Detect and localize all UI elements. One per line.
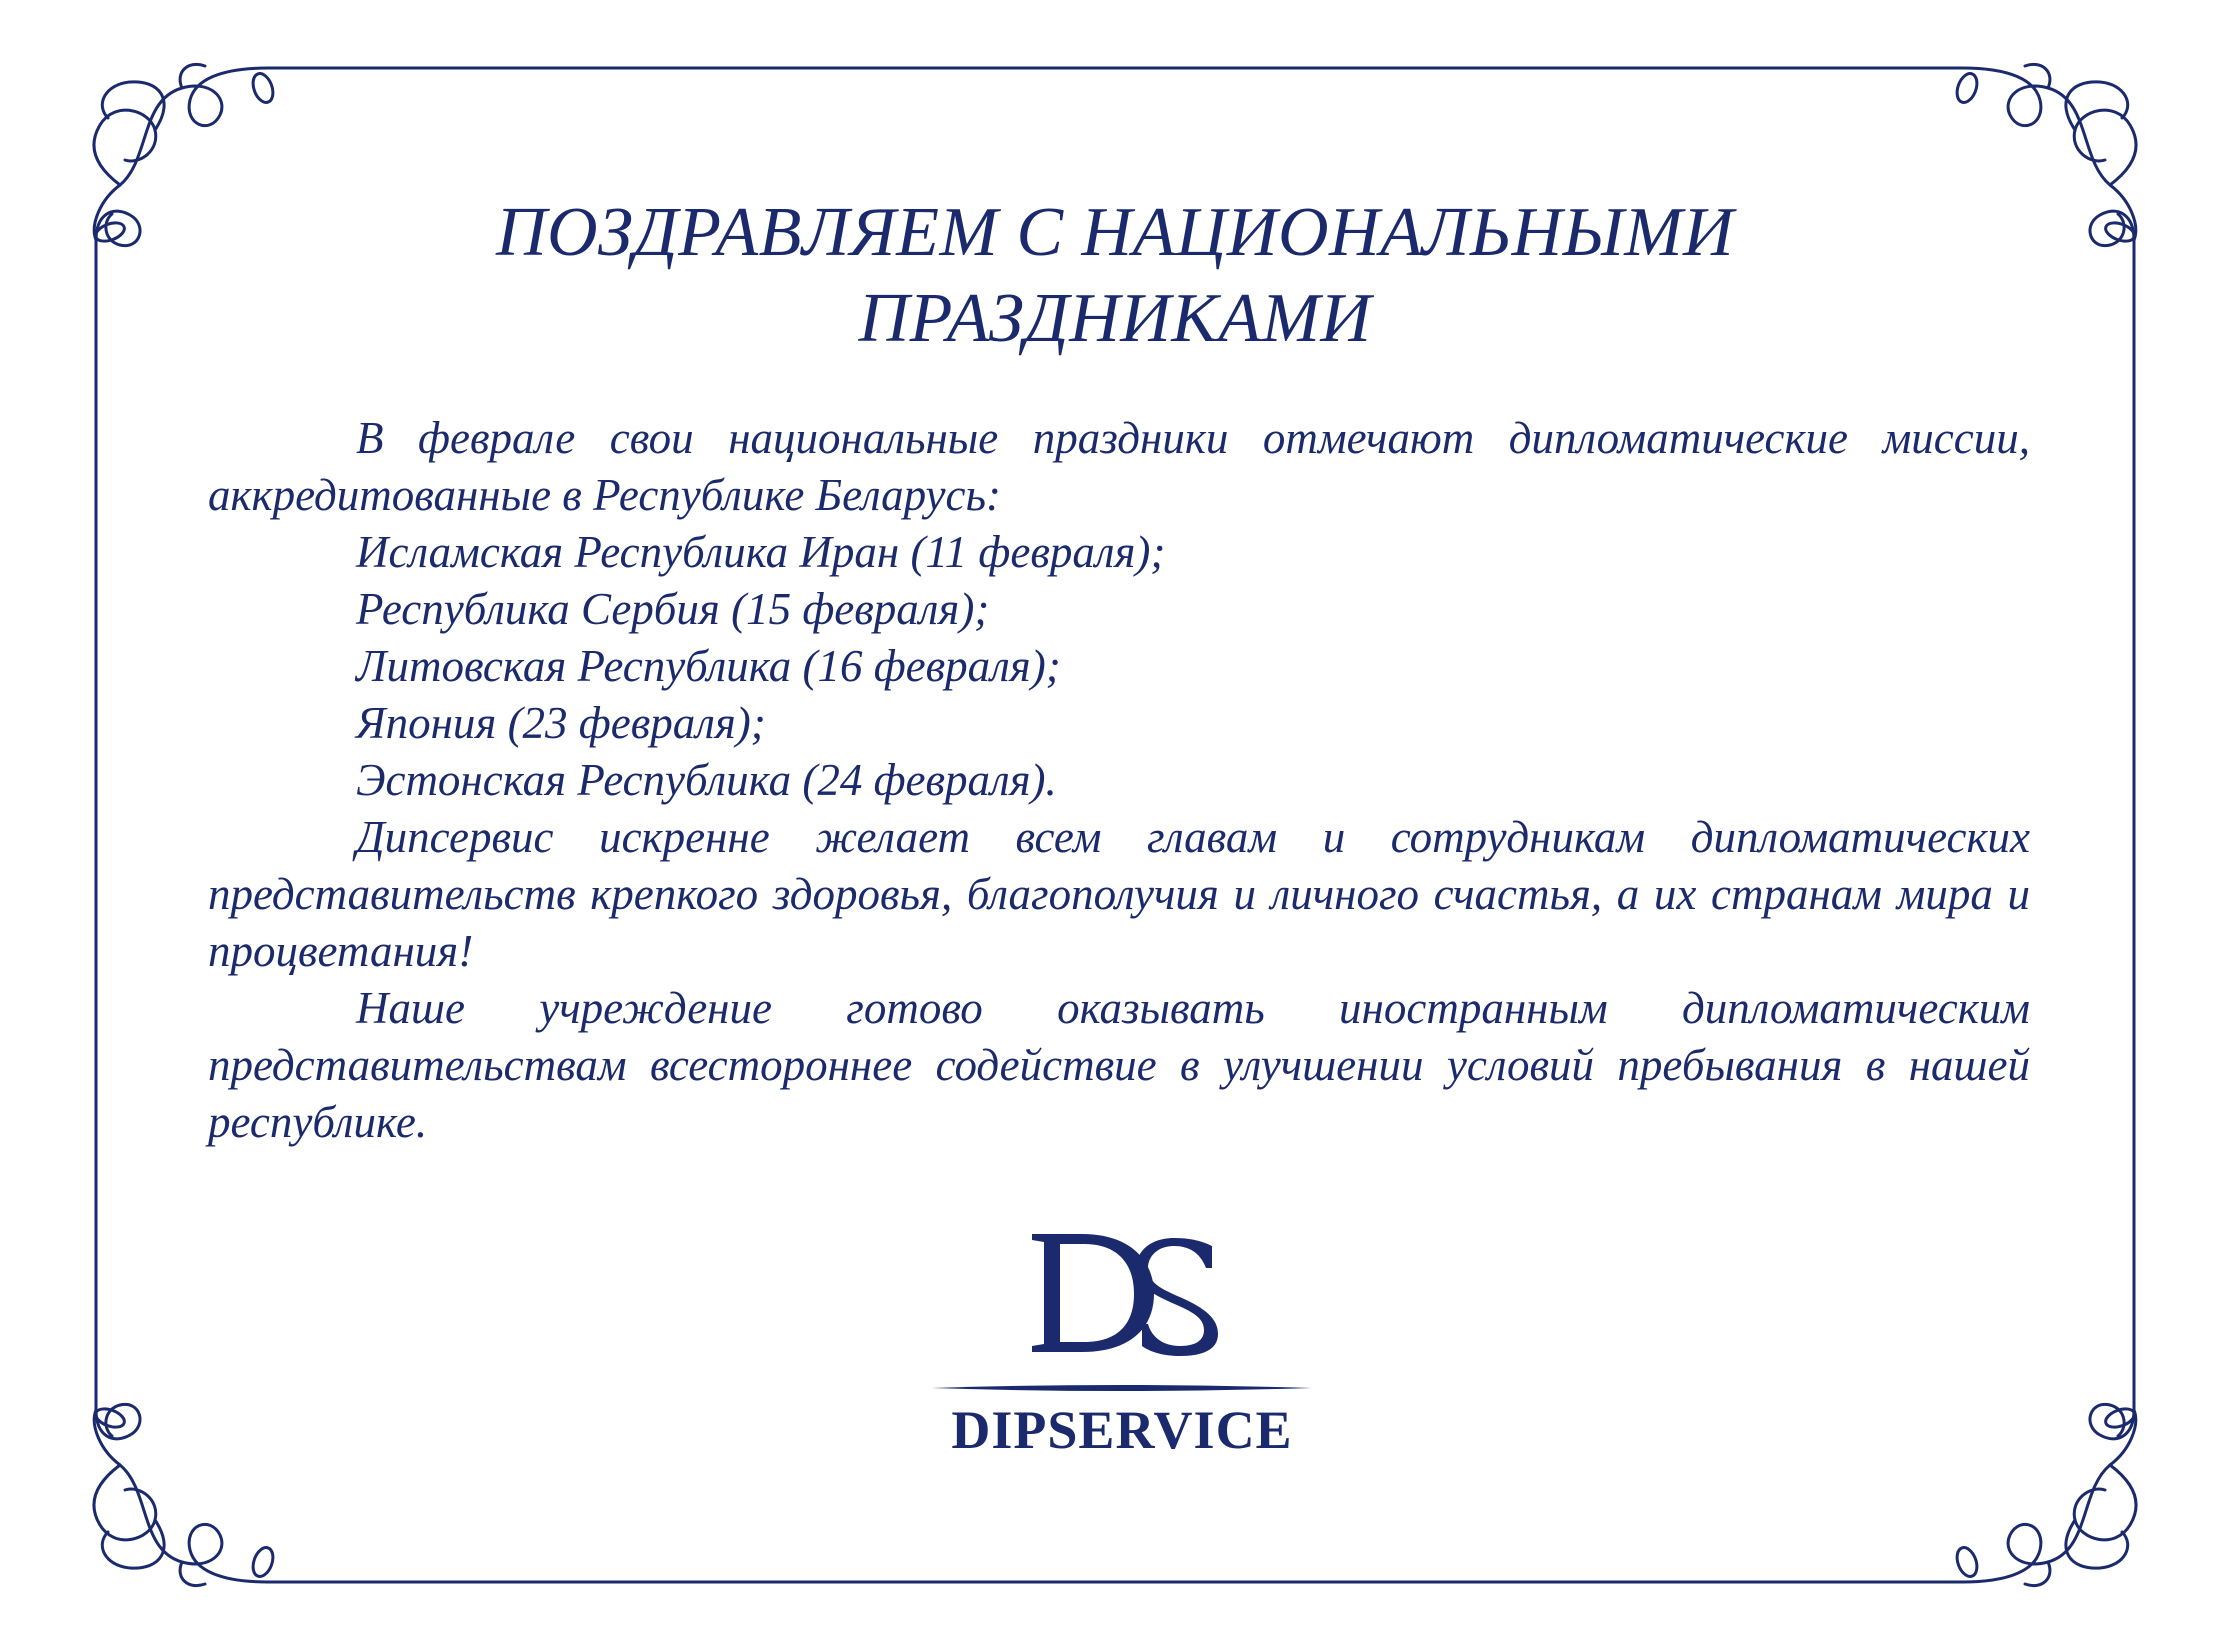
greeting-body bbox=[208, 410, 2030, 1151]
holiday-list-item: Эстонская Республика (24 февраля). bbox=[356, 755, 1057, 805]
holiday-list-item: Республика Сербия (15 февраля); bbox=[356, 584, 990, 634]
title-line-1: ПОЗДРАВЛЯЕМ С НАЦИОНАЛЬНЫМИ bbox=[495, 194, 1735, 271]
flourish-corner-icon bbox=[1953, 1404, 2136, 1585]
logo-wordmark: DIPSERVICE bbox=[951, 1400, 1293, 1460]
logo-divider bbox=[932, 1382, 1312, 1394]
page-title bbox=[300, 190, 1930, 362]
intro-paragraph: В феврале свои национальные праздники отмечают дипломатические миссии, аккредитованные в Республике Беларусь: bbox=[208, 413, 2030, 520]
flourish-corner-icon bbox=[93, 64, 276, 245]
dipservice-logo bbox=[932, 1228, 1312, 1468]
closing-paragraph: Наше учреждение готово оказывать иностранным дипломатическим представительствам всестороннее содействие в улучшении условий пребывания в нашей республике. bbox=[208, 983, 2030, 1147]
flourish-corner-icon bbox=[93, 1404, 276, 1585]
title-line-2: ПРАЗДНИКАМИ bbox=[858, 280, 1372, 357]
holiday-list-item: Литовская Республика (16 февраля); bbox=[356, 641, 1061, 691]
ds-monogram-icon bbox=[1024, 1228, 1224, 1358]
flourish-corner-icon bbox=[1953, 64, 2136, 245]
wishes-paragraph: Дипсервис искренне желает всем главам и сотрудникам дипломатических представительств крепкого здоровья, благополучия и личного счастья, а их странам мира и процветания! bbox=[208, 812, 2030, 976]
holiday-list-item: Япония (23 февраля); bbox=[356, 698, 766, 748]
holiday-list-item: Исламская Республика Иран (11 февраля); bbox=[356, 527, 1166, 577]
